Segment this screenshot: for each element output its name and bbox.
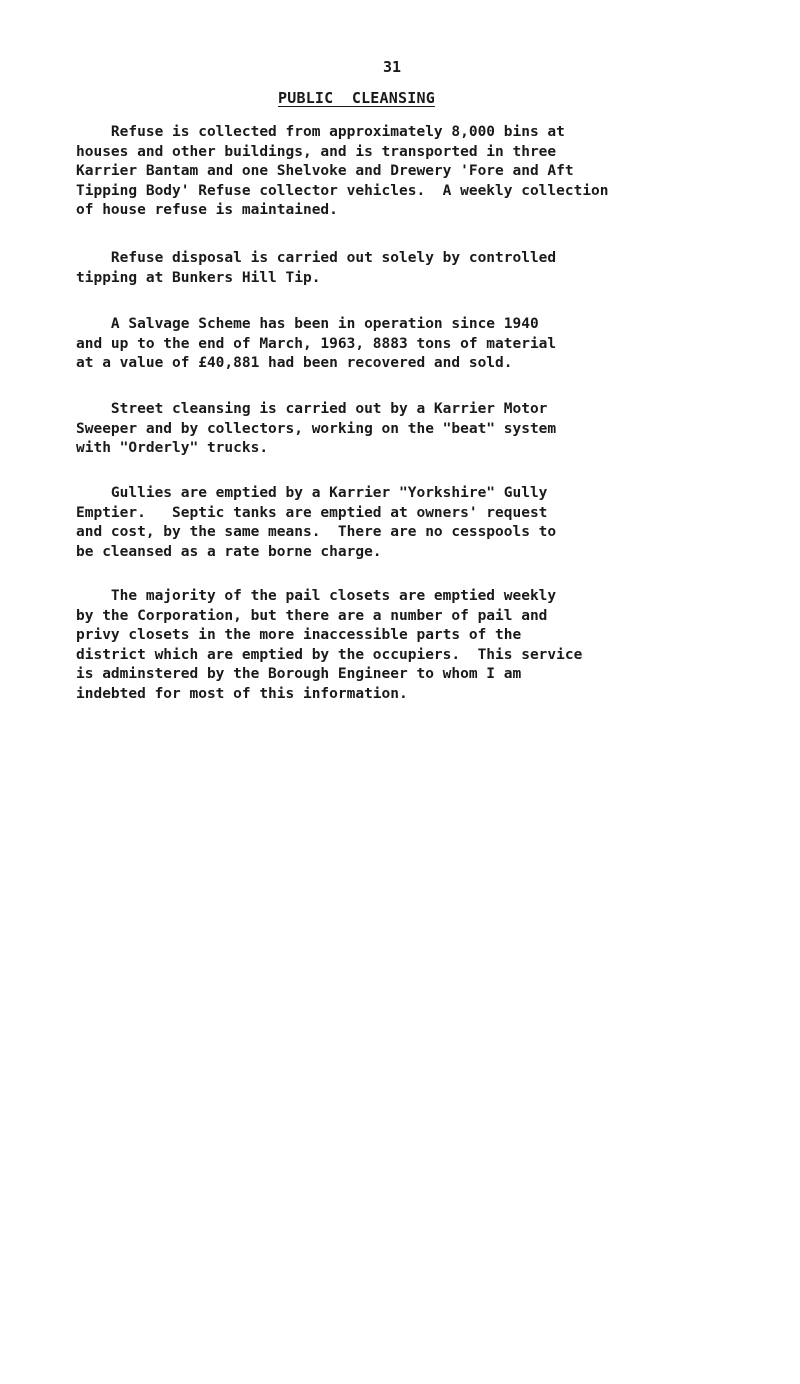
text-line: district which are emptied by the occupiers. This service: [76, 646, 583, 663]
text-line: is adminstered by the Borough Engineer to whom I am: [76, 666, 522, 682]
text-line: Refuse disposal is carried out solely by controlled: [76, 250, 557, 266]
text-line: at a value of £40,881 had been recovered and sold.: [76, 355, 513, 371]
text-line: be cleansed as a rate borne charge.: [76, 543, 382, 560]
text-line: with "Orderly" trucks.: [76, 440, 269, 456]
text-line: The majority of the pail closets are emptied weekly: [76, 588, 557, 604]
paragraph-pail-closets: [76, 587, 582, 704]
text-line: privy closets in the more inaccessible parts of the: [76, 627, 522, 643]
paragraph-street-cleansing: [76, 400, 556, 459]
text-line: Karrier Bantam and one Shelvoke and Drewery 'Fore and Aft: [76, 163, 574, 179]
text-line: houses and other buildings, and is transported in three: [76, 143, 557, 160]
page-number: 31: [382, 58, 402, 76]
section-heading: PUBLIC CLEANSING: [278, 89, 435, 107]
text-line: and up to the end of March, 1963, 8883 tons of material: [76, 335, 557, 352]
text-line: by the Corporation, but there are a number of pail and: [76, 607, 548, 624]
text-line: indebted for most of this information.: [76, 685, 408, 702]
text-line: tipping at Bunkers Hill Tip.: [76, 269, 321, 286]
paragraph-refuse-disposal: [76, 249, 556, 288]
text-line: Tipping Body' Refuse collector vehicles. A weekly collection: [76, 182, 609, 199]
text-line: Emptier. Septic tanks are emptied at owners' request: [76, 504, 548, 521]
paragraph-refuse-collection: [76, 123, 609, 221]
text-line: A Salvage Scheme has been in operation since 1940: [76, 316, 539, 332]
text-line: Gullies are emptied by a Karrier "Yorkshire" Gully: [76, 485, 548, 501]
text-line: Refuse is collected from approximately 8,000 bins at: [76, 124, 565, 140]
paragraph-salvage-scheme: [76, 315, 556, 374]
text-line: of house refuse is maintained.: [76, 202, 338, 218]
text-line: and cost, by the same means. There are no cesspools to: [76, 524, 557, 540]
paragraph-gullies: [76, 484, 556, 562]
text-line: Sweeper and by collectors, working on the "beat" system: [76, 420, 557, 437]
text-line: Street cleansing is carried out by a Karrier Motor: [76, 401, 548, 417]
